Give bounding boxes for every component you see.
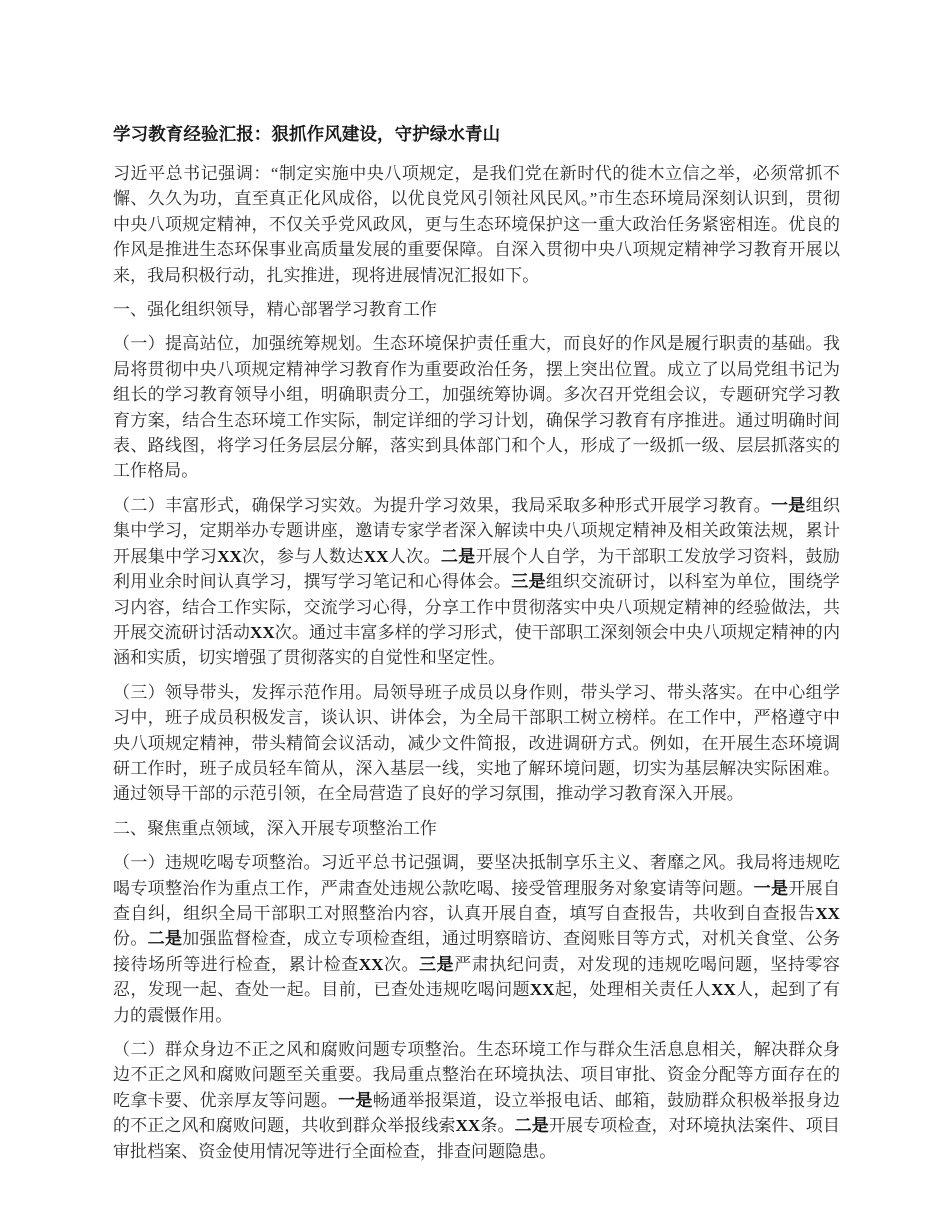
document-body (113, 122, 840, 1173)
paragraph-2-1: （一）违规吃喝专项整治。习近平总书记强调，要坚决抵制享乐主义、奢靡之风。我局将违规吃喝专项整治作为重点工作，严肃查处违规公款吃喝、接受管理服务对象宴请等问题。一是开展自查自纠，组织全局干部职工对照整治内容，认真开展自查，填写自查报告，共收到自查报告XX份。二是加强监督检查，成立专项检查组，通过明察暗访、查阅账目等方式，对机关食堂、公务接待场所等进行检查，累计检查XX次。三是严肃执纪问责，对发现的违规吃喝问题，坚持零容忍，发现一起、查处一起。目前，已查处违规吃喝问题XX起，处理相关责任人XX人，起到了有力的震慑作用。 (113, 853, 841, 1025)
paragraph-2-2: （二）群众身边不正之风和腐败问题专项整治。生态环境工作与群众生活息息相关，解决群众身边不正之风和腐败问题至关重要。我局重点整治在环境执法、项目审批、资金分配等方面存在的吃拿卡要、优亲厚友等问题。一是畅通举报渠道，设立举报电话、邮箱，鼓励群众积极举报身边的不正之风和腐败问题，共收到群众举报线索XX条。二是开展专项检查，对环境执法案件、项目审批档案、资金使用情况等进行全面检查，排查问题隐患。 (113, 1040, 840, 1161)
paragraph-1-2: （二）丰富形式，确保学习实效。为提升学习效果，我局采取多种形式开展学习教育。一是组织集中学习，定期举办专题讲座，邀请专家学者深入解读中央八项规定精神及相关政策法规，累计开展集中学习XX次，参与人数达XX人次。二是开展个人自学，为干部职工发放学习资料，鼓励利用业余时间认真学习，撰写学习笔记和心得体会。三是组织交流研讨，以科室为单位，围绕学习内容，结合工作实际，交流学习心得，分享工作中贯彻落实中央八项规定精神的经验做法，共开展交流研讨活动XX次。通过丰富多样的学习形式，使干部职工深刻领会中央八项规定精神的内涵和实质，切实增强了贯彻落实的自觉性和坚定性。 (113, 495, 840, 668)
page-title: 学习教育经验汇报：狠抓作风建设，守护绿水青山 (113, 124, 501, 144)
section-heading-2: 二、聚焦重点领域，深入开展专项整治工作 (113, 818, 437, 838)
paragraph-1-3: （三）领导带头，发挥示范作用。局领导班子成员以身作则，带头学习、带头落实。在中心组学习中，班子成员积极发言，谈认识、讲体会，为全局干部职工树立榜样。在工作中，严格遵守中央八项规定精神，带头精简会议活动，减少文件简报，改进调研方式。例如，在开展生态环境调研工作时，班子成员轻车简从，深入基层一线，实地了解环境问题，切实为基层解决实际困难。通过领导干部的示范引领，在全局营造了良好的学习氛围，推动学习教育深入开展。 (113, 682, 840, 804)
section-heading-1: 一、强化组织领导，精心部署学习教育工作 (113, 300, 437, 320)
paragraph-1-1: （一）提高站位，加强统筹规划。生态环境保护责任重大，而良好的作风是履行职责的基础。我局将贯彻中央八项规定精神学习教育作为重要政治任务，摆上突出位置。成立了以局党组书记为组长的学习教育领导小组，明确职责分工，加强统筹协调。多次召开党组会议，专题研究学习教育方案，结合生态环境工作实际，制定详细的学习计划，确保学习教育有序推进。通过明确时间表、路线图，将学习任务层层分解，落实到具体部门和个人，形成了一级抓一级、层层抓落实的工作格局。 (113, 334, 840, 481)
lead-paragraph: 习近平总书记强调：“制定实施中央八项规定，是我们党在新时代的徙木立信之举，必须常抓不懈、久久为功，直至真正化风成俗，以优良党风引领社风民风。”市生态环境局深刻认识到，贯彻中央八项规定精神，不仅关乎党风政风，更与生态环境保护这一重大政治任务紧密相连。优良的作风是推进生态环保事业高质量发展的重要保障。自深入贯彻中央八项规定精神学习教育开展以来，我局积极行动，扎实推进，现将进展情况汇报如下。 (113, 164, 840, 285)
